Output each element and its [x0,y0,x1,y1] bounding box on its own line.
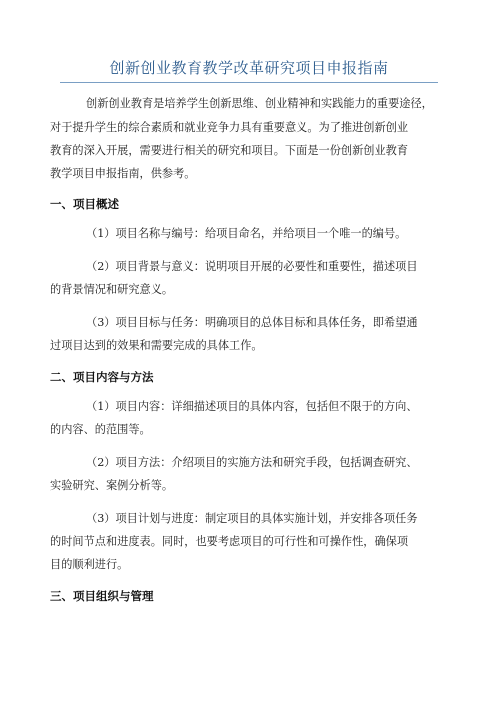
section-item-line: 目的顺利进行。 [50,558,129,571]
section-item-line: （3）项目计划与进度：制定项目的具体实施计划，并安排各项任务 [86,512,418,525]
section-heading: 二、项目内容与方法 [50,370,154,384]
intro-line: 创新创业教育是培养学生创新思维、创业精神和实践能力的重要途径， [86,97,433,110]
section-item-line: （2）项目背景与意义：说明项目开展的必要性和重要性，描述项目 [86,260,418,273]
section-item-line: （1）项目内容：详细描述项目的具体内容，包括但不限于的方向、 [86,400,418,413]
section-item-line: 的时间节点和进度表。同时，也要考虑项目的可行性和可操作性，确保项 [50,535,409,548]
intro-line: 教育的深入开展，需要进行相关的研究和项目。下面是一份创新创业教育 [50,144,409,157]
intro-line: 对于提升学生的综合素质和就业竞争力具有重要意义。为了推进创新创业 [50,121,409,134]
section-item-line: 实验研究、案例分析等。 [50,479,174,492]
section-item-line: （1）项目名称与编号：给项目命名，并给项目一个唯一的编号。 [86,227,407,240]
section-item-line: （3）项目目标与任务：明确项目的总体目标和具体任务，即希望通 [86,316,418,329]
section-item-line: （2）项目方法：介绍项目的实施方法和研究手段，包括调查研究、 [86,456,418,469]
title-underline [60,82,438,83]
section-heading: 一、项目概述 [50,197,119,211]
intro-line: 教学项目申报指南，供参考。 [50,167,196,180]
section-item-line: 的内容、的范围等。 [50,423,151,436]
section-item-line: 过项目达到的效果和需要完成的具体工作。 [50,339,263,352]
document-title: 创新创业教育教学改革研究项目申报指南 [109,59,389,77]
section-heading: 三、项目组织与管理 [50,589,154,603]
section-item-line: 的背景情况和研究意义。 [50,283,174,296]
